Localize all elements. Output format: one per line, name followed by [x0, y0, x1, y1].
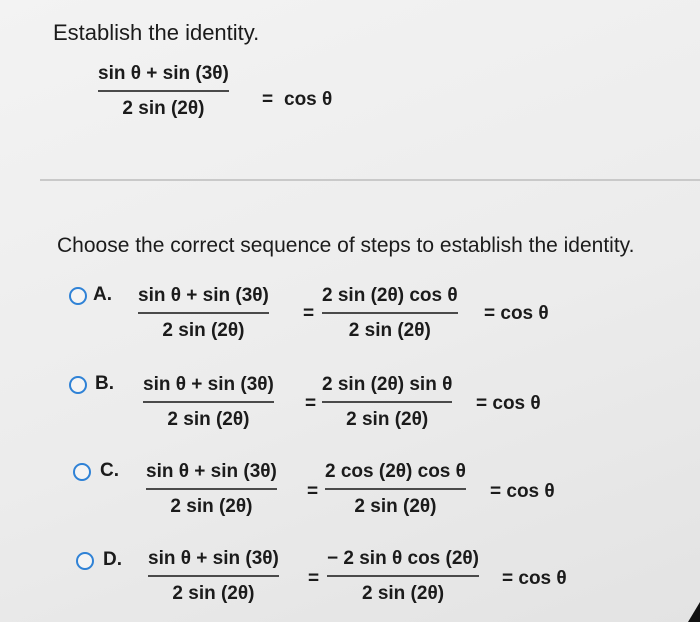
- radio-option-d[interactable]: [76, 552, 94, 570]
- option-lhs-fraction: [146, 460, 277, 519]
- mid-numerator: 2 cos (2θ) cos θ: [325, 461, 466, 482]
- option-mid-fraction: [327, 547, 479, 606]
- equals-sign: =: [303, 303, 315, 324]
- option-mid-fraction: [325, 460, 466, 519]
- option-mid-fraction: [322, 284, 458, 343]
- mid-denominator: 2 sin (2θ): [354, 495, 437, 517]
- equals-sign: =: [262, 89, 274, 110]
- mid-numerator: − 2 sin θ cos (2θ): [327, 548, 480, 569]
- equals-sign: =: [307, 481, 319, 502]
- radio-option-c[interactable]: [73, 463, 91, 481]
- section-divider: [40, 179, 700, 181]
- lhs-numerator: sin θ + sin (3θ): [148, 548, 279, 569]
- lhs-denominator: 2 sin (2θ): [172, 582, 255, 604]
- option-lhs-fraction: [148, 547, 279, 606]
- lhs-numerator: sin θ + sin (3θ): [146, 461, 277, 482]
- lhs-denominator: 2 sin (2θ): [167, 408, 250, 430]
- option-letter: C.: [100, 460, 119, 481]
- equals-sign: =: [305, 393, 317, 414]
- lhs-denominator: 2 sin (2θ): [170, 495, 253, 517]
- mid-denominator: 2 sin (2θ): [346, 408, 429, 430]
- option-mid-fraction: [322, 373, 452, 432]
- fraction-bar: [143, 401, 274, 403]
- fraction-bar: [138, 312, 269, 314]
- mid-denominator: 2 sin (2θ): [348, 319, 431, 341]
- mid-denominator: 2 sin (2θ): [361, 582, 445, 604]
- lhs-numerator: sin θ + sin (3θ): [143, 374, 274, 395]
- identity-numerator: sin θ + sin (3θ): [98, 63, 229, 84]
- radio-option-a[interactable]: [69, 287, 87, 305]
- option-lhs-fraction: [143, 373, 274, 432]
- fraction-bar: [98, 90, 229, 92]
- identity-fraction: [98, 62, 229, 121]
- option-letter: B.: [95, 373, 114, 394]
- lhs-numerator: sin θ + sin (3θ): [138, 285, 269, 306]
- fraction-bar: [322, 312, 458, 314]
- option-rhs: = cos θ: [476, 393, 541, 414]
- mid-numerator: 2 sin (2θ) sin θ: [322, 374, 453, 395]
- identity-denominator: 2 sin (2θ): [122, 97, 205, 119]
- problem-title: Establish the identity.: [53, 20, 260, 45]
- mouse-cursor-icon: [688, 602, 700, 622]
- instruction-text: Choose the correct sequence of steps to establish the identity.: [57, 234, 635, 257]
- mid-numerator: 2 sin (2θ) cos θ: [322, 285, 458, 306]
- option-letter: A.: [93, 284, 112, 305]
- option-rhs: = cos θ: [502, 568, 567, 589]
- fraction-bar: [148, 575, 279, 577]
- fraction-bar: [146, 488, 277, 490]
- equals-sign: =: [308, 568, 320, 589]
- fraction-bar: [322, 401, 452, 403]
- option-rhs: = cos θ: [484, 303, 549, 324]
- fraction-bar: [325, 488, 466, 490]
- option-lhs-fraction: [138, 284, 269, 343]
- option-letter: D.: [103, 549, 122, 570]
- lhs-denominator: 2 sin (2θ): [162, 319, 245, 341]
- option-rhs: = cos θ: [490, 481, 555, 502]
- fraction-bar: [327, 575, 479, 577]
- identity-rhs: cos θ: [284, 89, 333, 110]
- radio-option-b[interactable]: [69, 376, 87, 394]
